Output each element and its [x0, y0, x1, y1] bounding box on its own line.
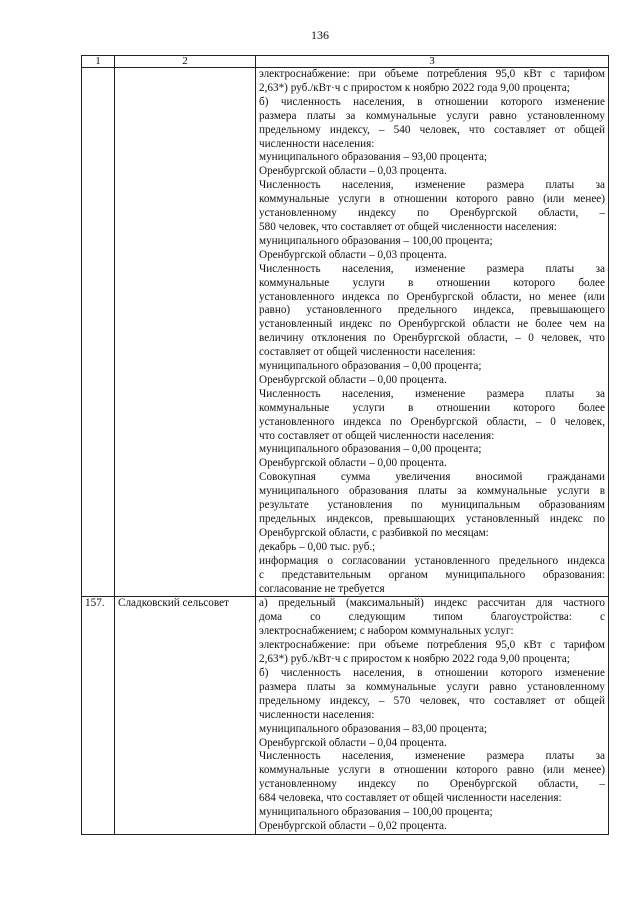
text-line: декабрь – 0,00 тыс. руб.;	[259, 540, 376, 553]
text-line: установленный индекс по Оренбургской области не более чем на	[259, 318, 605, 331]
text-line: Численность населения, изменение размера платы за	[259, 179, 605, 192]
text-line: составляет от общей численности населения:	[259, 346, 476, 359]
row-number-cell	[82, 68, 115, 597]
text-line: б) численность населения, в отношении которого изменение	[259, 666, 605, 679]
text-line: результате установления по муниципальным образованиям	[259, 499, 605, 512]
text-line: Численность населения, изменение размера платы за	[259, 750, 605, 763]
text-line: установленному индексу по Оренбургской области, –	[259, 778, 605, 791]
text-line: равно) установленного предельного индекса, превышающего	[259, 304, 605, 317]
text-line: Оренбургской области – 0,03 процента.	[259, 165, 447, 178]
text-line: коммунальные услуги в отношении которого более	[259, 276, 605, 289]
page-number: 136	[311, 28, 329, 42]
text-line: предельному индексу, – 570 человек, что составляет от общей	[259, 694, 605, 707]
row-number-cell: 157.	[82, 597, 115, 834]
text-line: б) численность населения, в отношении которого изменение	[259, 95, 605, 108]
text-line: предельному индексу, – 540 человек, что составляет от общей	[259, 123, 605, 136]
text-line: муниципального образования – 93,00 процента;	[259, 151, 488, 164]
text-line: Совокупная сумма увеличения вносимой гражданами	[259, 471, 605, 484]
text-line: коммунальные услуги в отношении которого равно (или менее)	[259, 193, 605, 206]
text-line: численности населения:	[259, 708, 375, 721]
text-line: электроснабжение: при объеме потребления 95,0 кВт с тарифом	[259, 639, 605, 652]
text-line: Численность населения, изменение размера платы за	[259, 387, 605, 400]
column-header-1: 1	[82, 56, 115, 68]
text-line: численности населения:	[259, 137, 375, 150]
text-line: муниципального образования – 0,00 процента;	[259, 360, 482, 373]
text-line: Оренбургской области – 0,03 процента.	[259, 248, 447, 261]
text-line: с представительным органом муниципального образования:	[259, 568, 605, 581]
text-line: муниципального образования – 0,00 процента;	[259, 443, 482, 456]
text-line: муниципального образования платы за коммунальные услуги в	[259, 485, 605, 498]
text-line: электроснабжением; с набором коммунальных услуг:	[259, 625, 514, 638]
text-line: предельных индексов, превышающих установленный индекс по	[259, 513, 605, 525]
description-cell	[256, 597, 609, 834]
column-header-3: 3	[256, 56, 609, 68]
text-line: коммунальные услуги в отношении которого более	[259, 401, 605, 414]
text-line: коммунальные услуги в отношении которого равно (или менее)	[259, 764, 605, 777]
text-line: Оренбургской области – 0,00 процента.	[259, 457, 447, 470]
text-line: 2,63*) руб./кВт·ч с приростом к ноябрю 2022 года 9,00 процента;	[259, 81, 570, 94]
text-line: муниципального образования – 83,00 процента;	[259, 722, 488, 735]
text-line: а) предельный (максимальный) индекс рассчитан для частного	[259, 597, 605, 610]
text-line: установленного индекса по Оренбургской области, но менее (или	[259, 290, 605, 303]
text-line: Оренбургской области – 0,00 процента.	[259, 373, 447, 386]
description-cell	[256, 68, 609, 597]
text-line: величину отклонения по Оренбургской области, – 0 человек, что	[259, 332, 605, 345]
text-line: Оренбургской области – 0,02 процента.	[259, 819, 447, 832]
table-header-row	[82, 56, 609, 68]
text-line: размера платы за коммунальные услуги равно установленному	[259, 680, 605, 693]
text-line: размера платы за коммунальные услуги равно установленному	[259, 109, 605, 122]
table-row-continuation	[82, 68, 609, 597]
text-line: муниципального образования – 100,00 процента;	[259, 234, 493, 247]
text-line: дома со следующим типом благоустройства: с	[259, 611, 605, 624]
column-header-2: 2	[115, 56, 256, 68]
index-table	[81, 55, 609, 835]
text-line: 684 человека, что составляет от общей численности населения:	[259, 792, 562, 805]
municipality-name-cell	[115, 68, 256, 597]
text-line: что составляет от общей численности населения:	[259, 429, 495, 442]
text-line: Оренбургской области – 0,04 процента.	[259, 736, 447, 749]
text-line: Численность населения, изменение размера платы за	[259, 262, 605, 275]
text-line: муниципального образования – 100,00 процента;	[259, 806, 493, 819]
text-line: согласование не требуется	[259, 582, 385, 595]
municipality-name-cell: Сладковский сельсовет	[115, 597, 256, 834]
text-line: информация о согласовании установленного предельного индекса	[259, 554, 605, 567]
text-line: установленному индексу по Оренбургской области, –	[259, 207, 605, 220]
text-line: электроснабжение: при объеме потребления 95,0 кВт с тарифом	[259, 68, 605, 80]
text-line: 580 человек, что составляет от общей численности населения:	[259, 220, 557, 233]
text-line: установленного индекса по Оренбургской области, – 0 человек,	[259, 415, 605, 428]
text-line: 2,63*) руб./кВт·ч с приростом к ноябрю 2022 года 9,00 процента;	[259, 653, 570, 666]
text-line: Оренбургской области, с разбивкой по месяцам:	[259, 526, 489, 539]
table-row-157	[82, 597, 609, 834]
